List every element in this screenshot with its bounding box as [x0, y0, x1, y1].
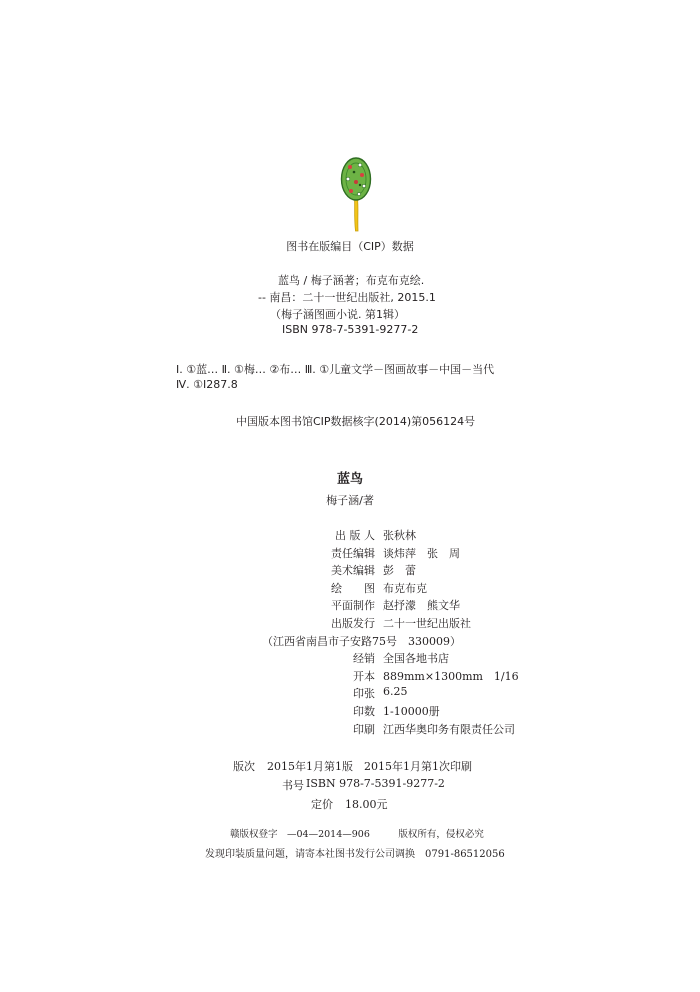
- credit-value: 赵抒濛 熊文华: [383, 599, 460, 612]
- quality-notice: 发现印装质量问题，请寄本社图书发行公司调换 0791-86512056: [205, 849, 505, 860]
- cip-heading: 图书在版编目（CIP）数据: [286, 240, 414, 253]
- price-value: 18.00元: [345, 798, 388, 811]
- cip-line-publisher: -- 南昌：二十一世纪出版社, 2015.1: [258, 291, 436, 304]
- book-number-value: ISBN 978-7-5391-9277-2: [306, 777, 445, 790]
- credit-value: 彭 蕾: [383, 564, 416, 577]
- credit-value: 江西华奥印务有限责任公司: [383, 723, 515, 736]
- credit-label: 美术编辑: [331, 564, 375, 577]
- credit-label: 出版发行: [331, 617, 375, 630]
- credit-value: 布克布克: [383, 582, 427, 595]
- credit-value: 谈炜萍 张 周: [383, 547, 460, 560]
- credit-value: 全国各地书店: [383, 652, 449, 665]
- credit-label: 开本: [353, 670, 375, 683]
- copyright-registration: 赣版权登字 —04—2014—906 版权所有，侵权必究: [230, 829, 484, 840]
- cip-line-isbn: ISBN 978-7-5391-9277-2: [282, 323, 419, 336]
- credit-label: 印刷: [353, 723, 375, 736]
- lollipop-illustration-icon: [338, 155, 374, 235]
- book-number-label: 书号: [282, 779, 304, 792]
- cip-line-series: （梅子涵图画小说. 第1辑）: [270, 308, 405, 321]
- edition-value: 2015年1月第1版 2015年1月第1次印刷: [267, 760, 472, 773]
- book-title: 蓝鸟: [336, 472, 363, 487]
- price-label: 定价: [311, 798, 333, 811]
- cip-approval-number: 中国版本图书馆CIP数据核字(2014)第056124号: [236, 415, 476, 428]
- cip-classification-line-1: Ⅰ. ①蓝… Ⅱ. ①梅… ②布… Ⅲ. ①儿童文学－图画故事－中国－当代: [176, 363, 495, 376]
- book-author: 梅子涵/著: [326, 494, 374, 507]
- cip-classification-line-2: Ⅳ. ①I287.8: [176, 378, 238, 391]
- credit-label: 经销: [353, 652, 375, 665]
- credit-label: 印数: [353, 705, 375, 718]
- credit-label: 平面制作: [331, 599, 375, 612]
- credit-value: 张秋林: [383, 529, 416, 542]
- credit-label: 责任编辑: [331, 547, 375, 560]
- credit-value: 二十一世纪出版社: [383, 617, 471, 630]
- credit-value: 1-10000册: [383, 705, 440, 718]
- credit-label: 出 版 人: [335, 529, 375, 542]
- credit-label: 绘 图: [331, 582, 375, 595]
- credit-value: （江西省南昌市子安路75号 330009）: [262, 635, 461, 648]
- credit-value: 889mm×1300mm 1/16: [383, 670, 519, 683]
- edition-label: 版次: [233, 760, 255, 773]
- credit-value: 6.25: [383, 685, 408, 698]
- cip-line-title: 蓝鸟 / 梅子涵著；布克布克绘.: [278, 274, 425, 287]
- credit-label: 印张: [353, 687, 375, 700]
